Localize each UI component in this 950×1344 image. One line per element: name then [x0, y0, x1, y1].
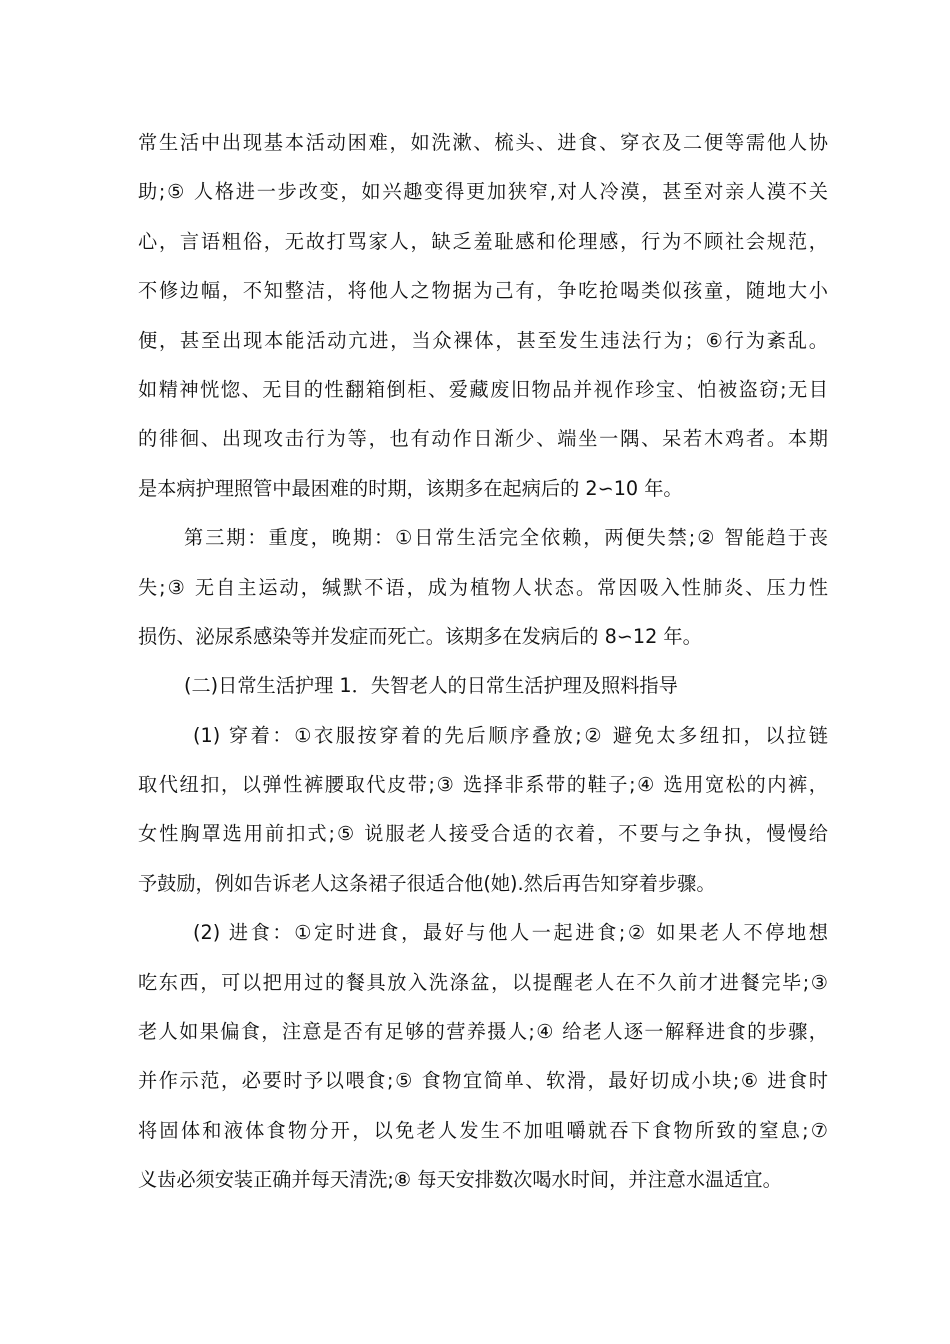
text-line: 予鼓励，例如告诉老人这条裙子很适合他(她).然后再告知穿着步骤。 [138, 871, 716, 895]
text-line: 是本病护理照管中最困难的时期，该期多在起病后的 2∽10 年。 [138, 476, 683, 500]
text-line: 义齿必须安装正确并每天清洗;⑧ 每天安排数次喝水时间，并注意水温适宜。 [138, 1168, 782, 1192]
text-line: 并作示范，必要时予以喂食;⑤ 食物宜简单、软滑，最好切成小块;⑥ 进食时 [138, 1069, 828, 1093]
text-line: 老人如果偏食，注意是否有足够的营养摄人;④ 给老人逐一解释进食的步骤， [138, 1020, 828, 1044]
paragraph-start-line: (1) 穿着：①衣服按穿着的先后顺序叠放;② 避免太多纽扣，以拉链 [193, 723, 828, 747]
section-heading: (二)日常生活护理 1．失智老人的日常生活护理及照料指导 [184, 674, 678, 698]
text-line: 的徘徊、出现攻击行为等，也有动作日渐少、端坐一隅、呆若木鸡者。本期 [138, 427, 828, 451]
text-line: 吃东西，可以把用过的餐具放入洗涤盆，以提醒老人在不久前才进餐完毕;③ [138, 970, 828, 994]
text-line: 如精神恍惚、无目的性翻箱倒柜、爱藏废旧物品并视作珍宝、怕被盗窃;无目 [138, 377, 828, 401]
paragraph-start-line: (2) 进食：①定时进食，最好与他人一起进食;② 如果老人不停地想 [193, 921, 828, 945]
text-line: 失;③ 无自主运动，缄默不语，成为植物人状态。常因吸入性肺炎、压力性 [138, 575, 828, 599]
text-line: 不修边幅，不知整洁，将他人之物据为己有，争吃抢喝类似孩童，随地大小 [138, 279, 828, 303]
text-line: 便，甚至出现本能活动亢进，当众裸体，甚至发生违法行为；⑥行为紊乱。 [138, 328, 828, 352]
text-line: 助;⑤ 人格进一步改变，如兴趣变得更加狭窄,对人冷漠，甚至对亲人漠不关 [138, 180, 828, 204]
text-line: 损伤、泌尿系感染等并发症而死亡。该期多在发病后的 8∽12 年。 [138, 624, 702, 648]
paragraph-start-line: 第三期：重度，晚期：①日常生活完全依赖，两便失禁;② 智能趋于丧 [184, 526, 828, 550]
text-line: 心，言语粗俗，无故打骂家人，缺乏羞耻感和伦理感，行为不顾社会规范， [138, 229, 828, 253]
text-line: 常生活中出现基本活动困难，如洗漱、梳头、进食、穿衣及二便等需他人协 [138, 131, 828, 154]
text-line: 女性胸罩选用前扣式;⑤ 说服老人接受合适的衣着，不要与之争执，慢慢给 [138, 822, 828, 846]
text-line: 将固体和液体食物分开，以免老人发生不加咀嚼就吞下食物所致的窒息;⑦ [138, 1118, 828, 1142]
body-text [138, 118, 828, 1205]
text-line: 取代纽扣，以弹性裤腰取代皮带;③ 选择非系带的鞋子;④ 选用宽松的内裤， [138, 773, 828, 797]
